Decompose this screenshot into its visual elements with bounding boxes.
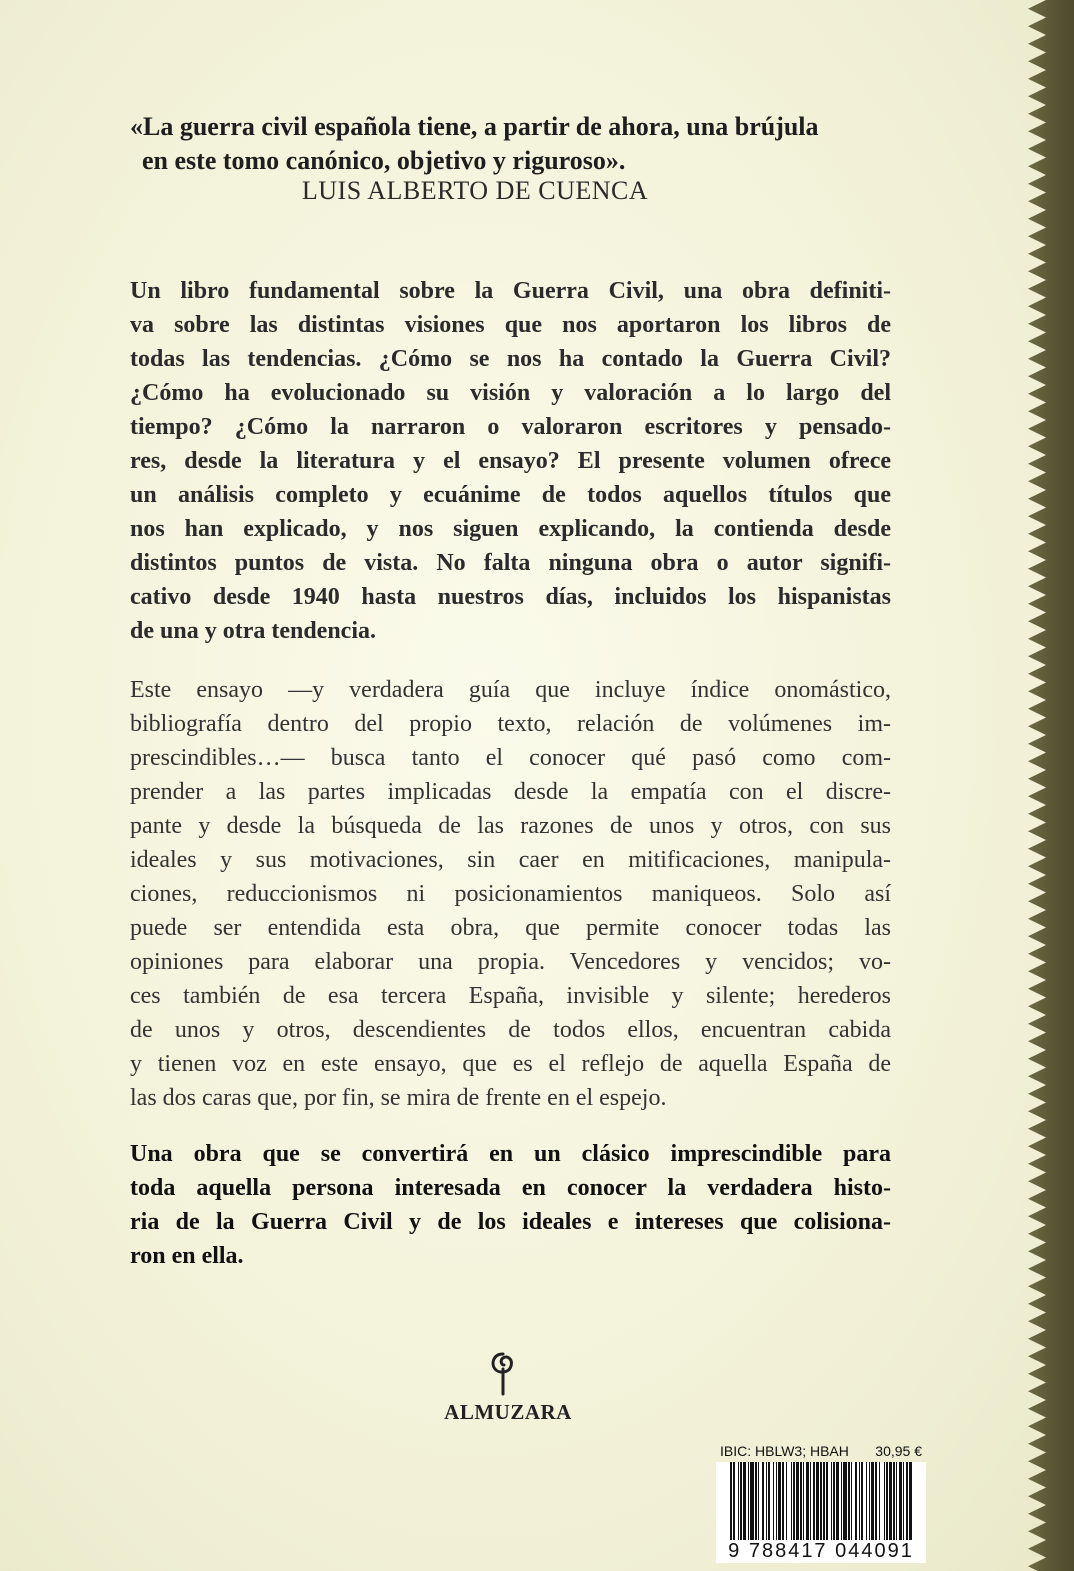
barcode-bar <box>730 1462 732 1540</box>
cover-quote <box>130 110 910 178</box>
quote-line-2: en este tomo canónico, objetivo y riguroso». <box>142 146 626 175</box>
paragraph-line: de una y otra tendencia. <box>130 618 376 644</box>
barcode-bar <box>879 1462 880 1540</box>
barcode-bar <box>786 1462 787 1540</box>
barcode-bar <box>778 1462 781 1540</box>
barcode-bar <box>813 1462 815 1540</box>
paragraph-line: de unos y otros, descendientes de todos ellos, encuentran cabida <box>130 1017 891 1043</box>
barcode-bar <box>869 1462 870 1540</box>
barcode-bar <box>866 1462 867 1540</box>
paragraph-line: prescindibles…— busca tanto el conocer qué pasó como com- <box>130 745 891 771</box>
barcode-bar <box>750 1462 754 1540</box>
barcode-bar <box>806 1462 809 1540</box>
paragraph-line: todas las tendencias. ¿Cómo se nos ha contado la Guerra Civil? <box>130 346 891 372</box>
publisher-name: ALMUZARA <box>444 1400 572 1424</box>
barcode-bar <box>841 1462 842 1540</box>
paragraph-line: nos han explicado, y nos siguen explicando, la contienda desde <box>130 516 891 542</box>
barcode-bar <box>896 1462 897 1540</box>
barcode-bar <box>733 1462 735 1540</box>
barcode-bar <box>740 1462 742 1540</box>
paragraph-line: ¿Cómo ha evolucionado su visión y valoración a lo largo del <box>130 380 891 406</box>
barcode-bar <box>758 1462 759 1540</box>
paragraph-line: va sobre las distintas visiones que nos aportaron los libros de <box>130 312 891 338</box>
publisher-logo-icon <box>483 1350 523 1398</box>
barcode-bar <box>793 1462 795 1540</box>
barcode-bar <box>800 1462 802 1540</box>
paragraph-line: bibliografía dentro del propio texto, relación de volúmenes im- <box>130 711 891 737</box>
barcode-bar <box>766 1462 767 1540</box>
barcode-bar <box>884 1462 885 1540</box>
barcode-bar <box>755 1462 757 1540</box>
paragraph-line: pante y desde la búsqueda de las razones de unos y otros, con sus <box>130 813 891 839</box>
barcode-bar <box>743 1462 746 1540</box>
barcode-bar <box>871 1462 874 1540</box>
barcode-bar <box>803 1462 804 1540</box>
isbn-number: 9 788417 044091 <box>716 1540 926 1563</box>
barcode-bar <box>843 1462 847 1540</box>
barcode-bar <box>816 1462 819 1540</box>
paragraph-line: ciones, reduccionismos ni posicionamientos maniqueos. Solo así <box>130 881 891 907</box>
paragraph-line: ces también de esa tercera España, invisible y silente; herederos <box>130 983 891 1009</box>
barcode-bar <box>855 1462 857 1540</box>
paragraph-line: cativo desde 1940 hasta nuestros días, incluidos los hispanistas <box>130 584 891 610</box>
barcode-bar <box>903 1462 904 1540</box>
paragraph-line: un análisis completo y ecuánime de todos aquellos títulos que <box>130 482 891 508</box>
barcode-bar <box>762 1462 764 1540</box>
barcode-bar <box>782 1462 784 1540</box>
serrated-spine-edge <box>1016 0 1074 1571</box>
barcode-bar <box>889 1462 892 1540</box>
paragraph-line: puede ser entendida esta obra, que permite conocer todas las <box>130 915 891 941</box>
barcode-bar <box>859 1462 860 1540</box>
barcode-bar <box>831 1462 832 1540</box>
barcode-bar <box>773 1462 774 1540</box>
barcode-bar <box>909 1462 912 1540</box>
paragraph-line: prender a las partes implicadas desde la empatía con el discre- <box>130 779 891 805</box>
paragraph-line: ideales y sus motivaciones, sin caer en mitificaciones, manipula- <box>130 847 891 873</box>
barcode-bar <box>906 1462 908 1540</box>
paragraph-line: ria de la Guerra Civil y de los ideales e intereses que colisiona- <box>130 1209 891 1235</box>
barcode-bar <box>851 1462 852 1540</box>
paragraph-line: distintos puntos de vista. No falta ninguna obra o autor signifi- <box>130 550 891 576</box>
ibic-code: IBIC: HBLW3; HBAH <box>720 1443 849 1459</box>
paragraph-line: toda aquella persona interesada en conocer la verdadera histo- <box>130 1175 891 1201</box>
barcode-bar <box>820 1462 822 1540</box>
barcode-bar <box>810 1462 811 1540</box>
barcode-bar <box>823 1462 825 1540</box>
paragraph-line: res, desde la literatura y el ensayo? El presente volumen ofrece <box>130 448 891 474</box>
barcode-bar <box>826 1462 828 1540</box>
barcode-bar <box>738 1462 739 1540</box>
quote-author: LUIS ALBERTO DE CUENCA <box>301 176 649 205</box>
barcode-bar <box>768 1462 770 1540</box>
barcode-bar <box>836 1462 839 1540</box>
paragraph-line: Una obra que se convertirá en un clásico imprescindible para <box>130 1141 891 1167</box>
paragraph-line: y tienen voz en este ensayo, que es el reflejo de aquella España de <box>130 1051 891 1077</box>
paragraph-3 <box>130 1137 891 1273</box>
quote-line-1: «La guerra civil española tiene, a partir de ahora, una brújula <box>130 112 819 141</box>
barcode-bar <box>899 1462 902 1540</box>
barcode-bar <box>861 1462 863 1540</box>
barcode-bar <box>848 1462 850 1540</box>
barcode-bar <box>776 1462 777 1540</box>
barcode-bar <box>796 1462 799 1540</box>
paragraph-1 <box>130 274 891 648</box>
price: 30,95 € <box>875 1443 922 1459</box>
paragraph-line: Un libro fundamental sobre la Guerra Civil, una obra definiti- <box>130 278 891 304</box>
barcode-bar <box>875 1462 877 1540</box>
barcode-bar <box>791 1462 792 1540</box>
paragraph-line: ron en ella. <box>130 1243 244 1269</box>
paragraph-line: opiniones para elaborar una propia. Vencedores y vencidos; vo- <box>130 949 891 975</box>
barcode-bar <box>893 1462 895 1540</box>
spine-edge-graphic <box>1016 0 1074 1571</box>
paragraph-line: Este ensayo —y verdadera guía que incluye índice onomástico, <box>130 677 891 703</box>
barcode-bar <box>748 1462 749 1540</box>
paragraph-line: las dos caras que, por fin, se mira de frente en el espejo. <box>130 1085 667 1111</box>
price-label <box>720 1443 922 1459</box>
paragraph-line: tiempo? ¿Cómo la narraron o valoraron escritores y pensado- <box>130 414 891 440</box>
barcode-bar <box>886 1462 888 1540</box>
barcode-bar <box>833 1462 835 1540</box>
barcode-bars <box>716 1462 926 1542</box>
paragraph-2 <box>130 673 891 1115</box>
